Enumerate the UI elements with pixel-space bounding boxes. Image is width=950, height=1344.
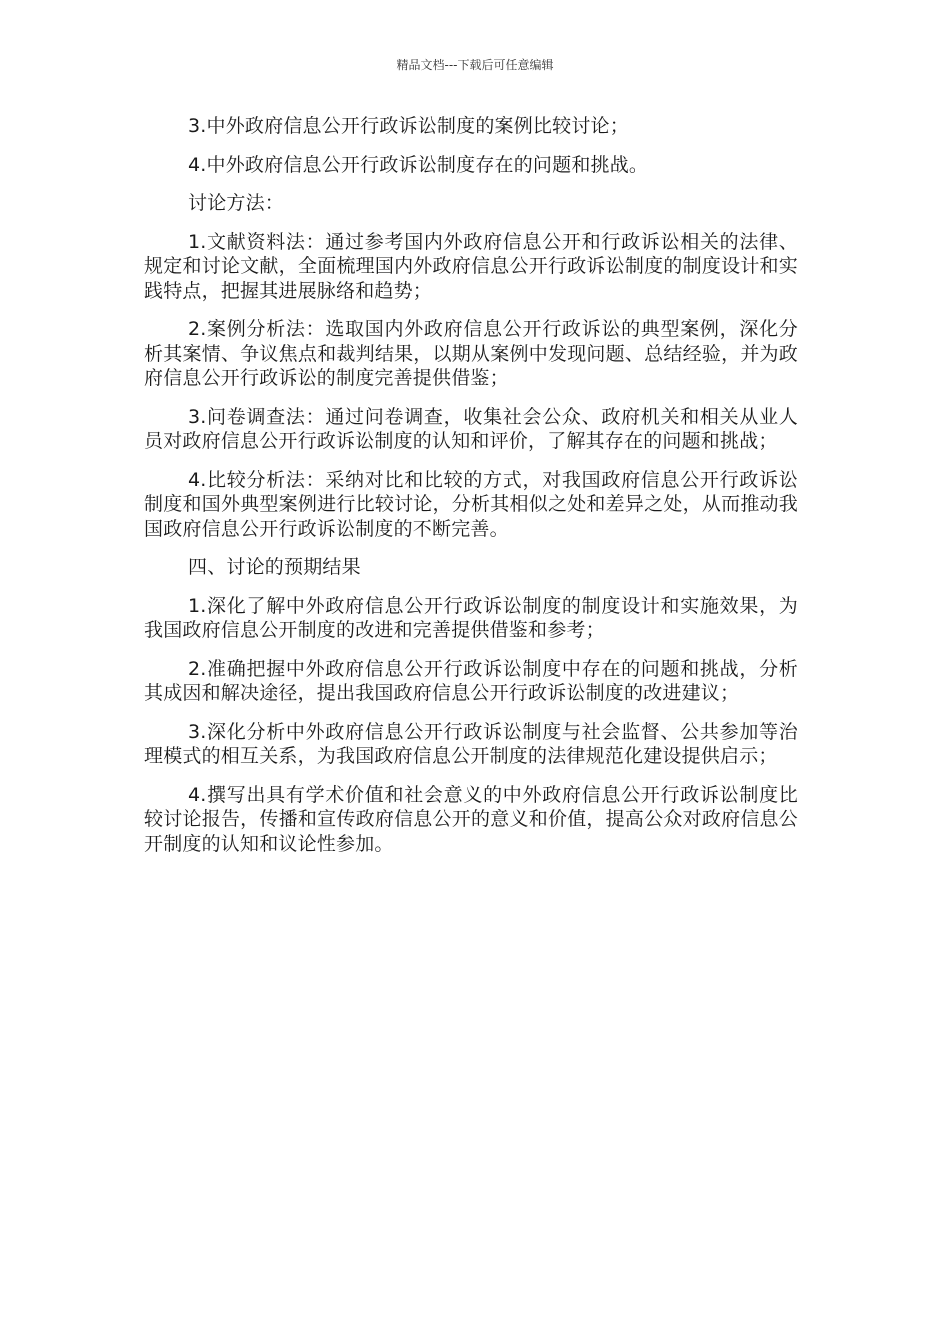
paragraph-case-analysis-method: 2.案例分析法：选取国内外政府信息公开行政诉讼的典型案例，深化分析其案情、争议焦点和裁判结果，以期从案例中发现问题、总结经验，并为政府信息公开行政诉讼的制度完善提供借鉴； <box>144 318 798 389</box>
section-heading-methods: 讨论方法： <box>188 192 285 214</box>
page-header: 精品文档---下载后可任意编辑 <box>396 58 554 72</box>
paragraph-literature-method: 1.文献资料法：通过参考国内外政府信息公开和行政诉讼相关的法律、规定和讨论文献，全面梳理国内外政府信息公开行政诉讼制度的制度设计和实践特点，把握其进展脉络和趋势； <box>144 230 798 302</box>
paragraph-result-4: 4.撰写出具有学术价值和社会意义的中外政府信息公开行政诉讼制度比较讨论报告，传播和宣传政府信息公开的意义和价值，提高公众对政府信息公开制度的认知和议论性参加。 <box>144 783 798 855</box>
paragraph-result-3: 3.深化分析中外政府信息公开行政诉讼制度与社会监督、公共参加等治理模式的相互关系，为我国政府信息公开制度的法律规范化建设提供启示； <box>144 720 798 767</box>
paragraph-problems-challenges: 4.中外政府信息公开行政诉讼制度存在的问题和挑战。 <box>188 153 649 176</box>
section-heading-expected-results: 四、讨论的预期结果 <box>188 556 361 578</box>
paragraph-comparative-method: 4.比较分析法：采纳对比和比较的方式，对我国政府信息公开行政诉讼制度和国外典型案例进行比较讨论，分析其相似之处和差异之处，从而推动我国政府信息公开行政诉讼制度的不断完善。 <box>144 468 798 540</box>
paragraph-result-1: 1.深化了解中外政府信息公开行政诉讼制度的制度设计和实施效果，为我国政府信息公开制度的改进和完善提供借鉴和参考； <box>144 594 798 641</box>
document-body <box>144 114 798 870</box>
paragraph-survey-method: 3.问卷调查法：通过问卷调查，收集社会公众、政府机关和相关从业人员对政府信息公开行政诉讼制度的认知和评价，了解其存在的问题和挑战； <box>144 405 798 452</box>
paragraph-case-comparison: 3.中外政府信息公开行政诉讼制度的案例比较讨论； <box>188 115 629 137</box>
paragraph-result-2: 2.准确把握中外政府信息公开行政诉讼制度中存在的问题和挑战，分析其成因和解决途径，提出我国政府信息公开行政诉讼制度的改进建议； <box>144 657 798 704</box>
